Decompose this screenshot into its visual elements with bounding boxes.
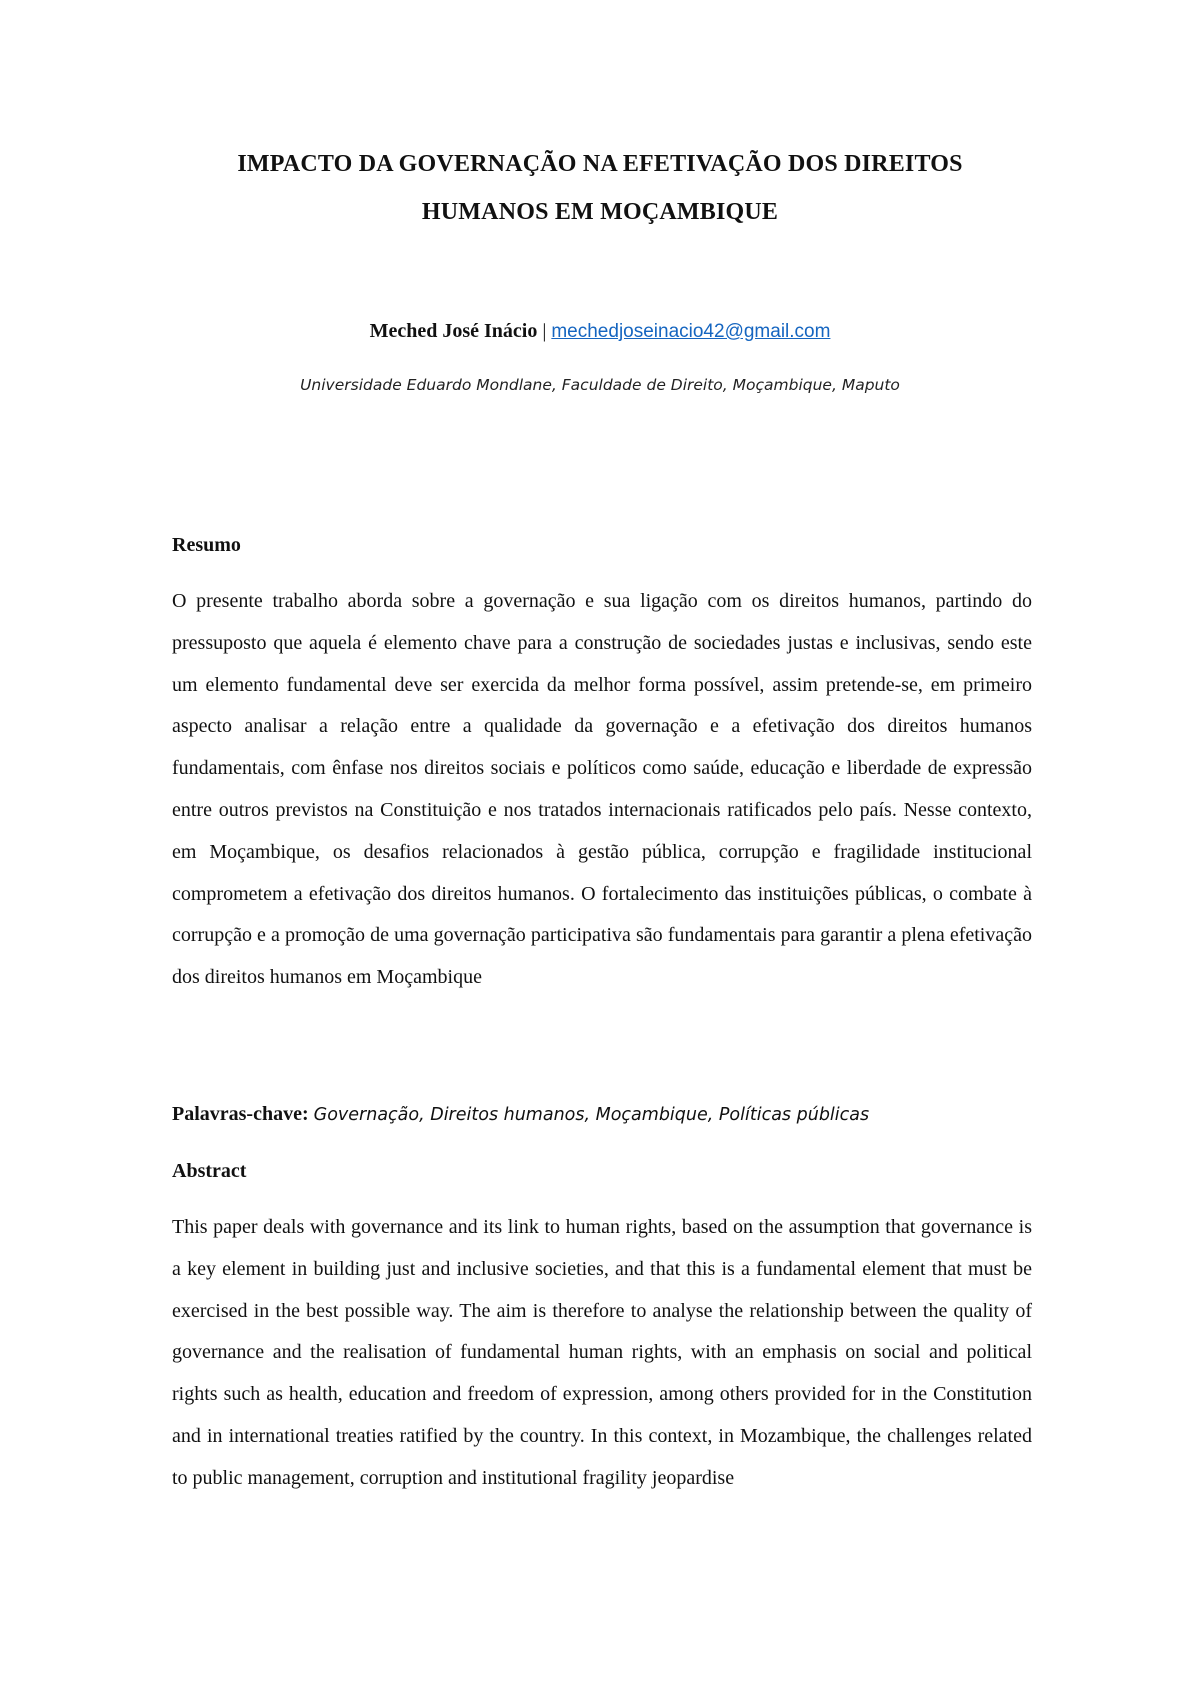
keywords-line (172, 1101, 1032, 1128)
resumo-text: O presente trabalho aborda sobre a governação e sua ligação com os direitos humanos, partindo do pressuposto que aquela é elemento chave para a construção de sociedades justas e inclusivas, sendo este um elemento fundamental deve ser exercida da melhor forma possível, assim pretende-se, em primeiro aspecto analisar a relação entre a qualidade da governação e a efetivação dos direitos humanos fundamentais, com ênfase nos direitos sociais e políticos como saúde, educação e liberdade de expressão entre outros previstos na Constituição e nos tratados internacionais ratificados pelo país. Nesse contexto, em Moçambique, os desafios relacionados à gestão pública, corrupção e fragilidade institucional comprometem a efetivação dos direitos humanos. O fortalecimento das instituições públicas, o combate à corrupção e a promoção de uma governação participativa são fundamentais para garantir a plena efetivação dos direitos humanos em Moçambique (172, 590, 1032, 989)
paper-title-line-2: HUMANOS EM MOÇAMBIQUE (421, 199, 779, 225)
keywords-value: Governação, Direitos humanos, Moçambique, Políticas públicas (313, 1105, 870, 1125)
paper-title (150, 140, 1050, 236)
author-separator: | (537, 320, 552, 342)
abstract-text: This paper deals with governance and its link to human rights, based on the assumption that governance is a key element in building just and inclusive societies, and that this is a fundamental element that must be exercised in the best possible way. The aim is therefore to analyse the relationship between the quality of governance and the realisation of fundamental human rights, with an emphasis on social and political rights such as health, education and freedom of expression, among others provided for in the Constitution and in international treaties ratified by the country. In this context, in Mozambique, the challenges related to public management, corruption and institutional fragility jeopardise (172, 1216, 1032, 1489)
author-line (150, 318, 1050, 345)
author-email-link[interactable]: mechedjoseinacio42@gmail.com (551, 321, 831, 342)
paper-title-line-1: IMPACTO DA GOVERNAÇÃO NA EFETIVAÇÃO DOS DIREITOS (237, 151, 963, 177)
resumo-heading: Resumo (172, 534, 241, 556)
author-name: Meched José Inácio (369, 320, 538, 342)
author-affiliation: Universidade Eduardo Mondlane, Faculdade de Direito, Moçambique, Maputo (300, 376, 900, 394)
keywords-label: Palavras-chave: (172, 1103, 309, 1125)
abstract-heading: Abstract (172, 1160, 247, 1182)
